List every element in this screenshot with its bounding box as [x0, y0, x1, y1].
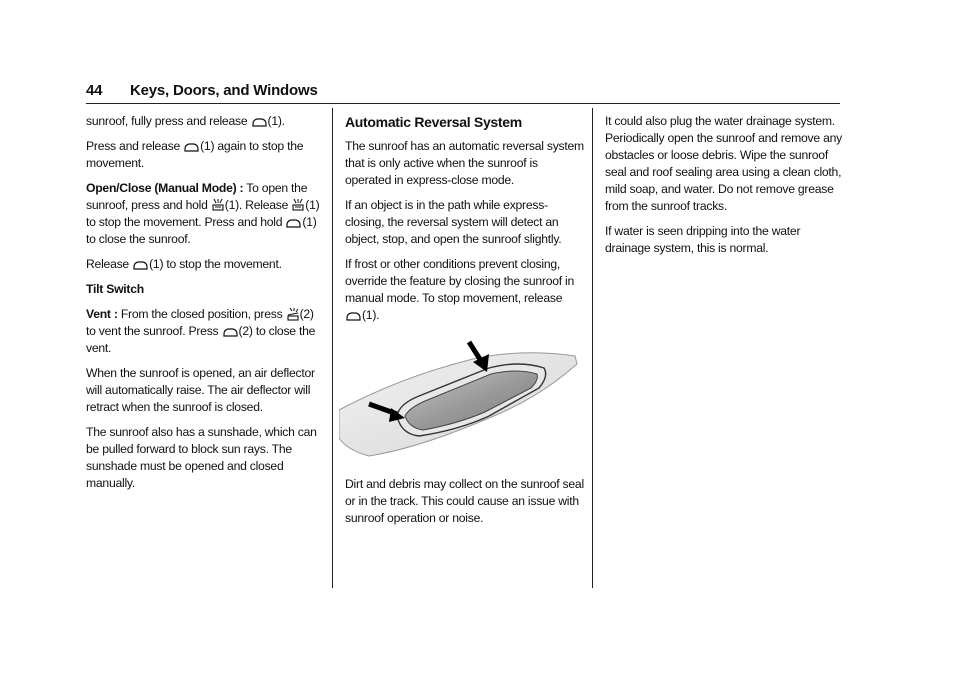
- term-label: Open/Close (Manual Mode) :: [86, 181, 244, 195]
- sunroof-open-icon: [212, 198, 224, 212]
- text: (2) to close the vent.: [86, 324, 316, 355]
- column-divider-left: [332, 108, 333, 588]
- text: (1). Release: [224, 198, 289, 212]
- sunroof-close-icon: [346, 310, 361, 322]
- paragraph-sunshade: The sunroof also has a sunshade, which can be pulled forward to block sun rays. The sunshade must be opened and closed manually.: [86, 425, 317, 490]
- sunroof-close-icon: [223, 326, 238, 338]
- term-label: Vent :: [86, 307, 118, 321]
- sunroof-close-icon: [252, 116, 267, 128]
- paragraph: It could also plug the water drainage system. Periodically open the sunroof and remove any obstacles or loose debris. Wipe the sunroof seal and roof sealing area using a clean cloth, mild soap, and water. Do not remove grease from the sunroof tracks.: [605, 114, 842, 213]
- subheading-tilt-switch: Tilt Switch: [86, 282, 144, 296]
- paragraph: The sunroof has an automatic reversal system that is only active when the sunroof is operated in express-close mode.: [345, 139, 584, 187]
- sunroof-vent-icon: [287, 307, 299, 321]
- column-left: [86, 113, 326, 500]
- column-middle: [345, 113, 585, 535]
- sunroof-open-icon: [292, 198, 304, 212]
- text: sunroof, fully press and release: [86, 114, 248, 128]
- text: (1).: [362, 308, 380, 322]
- text: (1) to close the sunroof.: [86, 215, 317, 246]
- text: (1) again to stop the movement.: [86, 139, 304, 170]
- text: (1).: [267, 114, 285, 128]
- page-header: [86, 82, 840, 104]
- paragraph: [86, 113, 326, 130]
- header-divider: [86, 103, 840, 104]
- sunroof-close-icon: [286, 217, 301, 229]
- paragraph: [86, 256, 326, 273]
- text: To open the sunroof, press and hold: [86, 181, 308, 212]
- column-divider-right: [592, 108, 593, 588]
- paragraph-air-deflector: When the sunroof is opened, an air deflector will automatically raise. The air deflector will retract when the sunroof is closed.: [86, 366, 315, 414]
- text: (1) to stop the movement. Press and hold: [86, 198, 320, 229]
- text: From the closed position, press: [120, 307, 283, 321]
- sunroof-close-icon: [133, 259, 148, 271]
- sunroof-illustration: [339, 338, 579, 466]
- paragraph: [345, 256, 585, 324]
- sunroof-close-icon: [184, 141, 199, 153]
- text: If frost or other conditions prevent closing, override the feature by closing the sunroof in manual mode. To stop movement, release: [345, 257, 575, 305]
- column-right: [605, 113, 845, 265]
- text: Press and release: [86, 139, 180, 153]
- paragraph: If an object is in the path while express-closing, the reversal system will detect an object, stop, and open the sunroof slightly.: [345, 198, 562, 246]
- text: (2) to vent the sunroof. Press: [86, 307, 314, 338]
- page-number: 44: [86, 82, 103, 99]
- paragraph: [86, 138, 326, 172]
- text: (1) to stop the movement.: [149, 257, 282, 271]
- paragraph: If water is seen dripping into the water drainage system, this is normal.: [605, 224, 801, 255]
- section-heading: Automatic Reversal System: [345, 114, 522, 130]
- section-title: Keys, Doors, and Windows: [130, 82, 318, 99]
- text: Release: [86, 257, 129, 271]
- paragraph: [86, 180, 326, 248]
- paragraph: Dirt and debris may collect on the sunroof seal or in the track. This could cause an issue with sunroof operation or noise.: [345, 477, 584, 525]
- paragraph: [86, 306, 326, 357]
